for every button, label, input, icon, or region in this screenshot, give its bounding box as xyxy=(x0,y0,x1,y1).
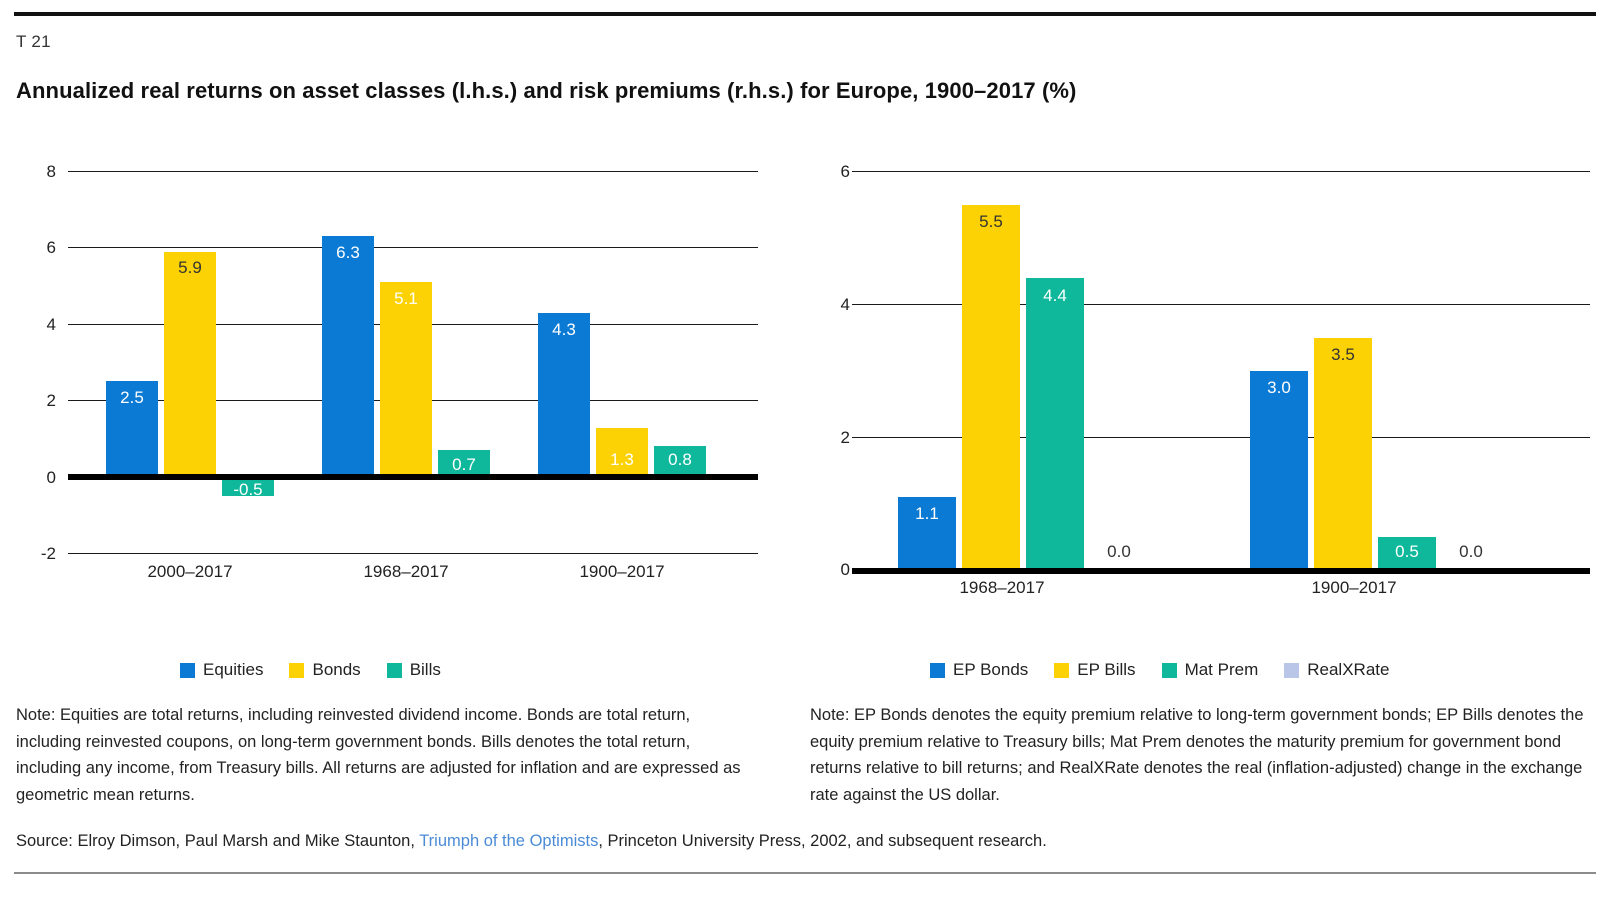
bar-bonds-2000-2017 xyxy=(164,252,216,477)
legend-item-ep-bills xyxy=(1054,660,1135,680)
bar-label-bonds-1968-2017: 5.1 xyxy=(394,289,418,308)
legend-swatch-bonds-icon xyxy=(289,663,304,678)
page-title: Annualized real returns on asset classes (l.h.s.) and risk premiums (r.h.s.) for Europe, 1900–2017 (%) xyxy=(16,78,1077,103)
legend-item-bills xyxy=(387,660,441,680)
gridline-left-6 xyxy=(68,247,758,248)
bar-ep-bills-1968-2017 xyxy=(962,205,1020,570)
legend-item-realxrate xyxy=(1284,660,1389,680)
bar-label-ep-bonds-1968-2017: 1.1 xyxy=(915,504,939,523)
bar-label-bills-1968-2017: 0.7 xyxy=(452,455,476,474)
legend-label-equities: Equities xyxy=(203,660,264,679)
x-tick-right-1900-2017: 1900–2017 xyxy=(1311,578,1397,597)
bar-label-equities-2000-2017: 2.5 xyxy=(120,388,144,407)
y-tick-right-6: 6 xyxy=(840,162,850,181)
y-tick-right-4: 4 xyxy=(840,295,850,314)
note-right: Note: EP Bonds denotes the equity premium relative to long-term government bonds; EP Bills denotes the equity premium relative to Treasury bills; Mat Prem denotes the maturity premium for government bond returns relative to bill returns; and RealXRate denotes the real (inflation-adjusted) change in the exchange rate against the US dollar. xyxy=(810,706,1584,805)
y-tick-right-0: 0 xyxy=(840,560,850,579)
legend-item-mat-prem xyxy=(1162,660,1259,680)
bar-label-realxrate-1900-2017: 0.0 xyxy=(1459,542,1483,561)
legend-swatch-mat-prem-icon xyxy=(1162,663,1177,678)
bar-label-mat-prem-1900-2017: 0.5 xyxy=(1395,542,1419,561)
y-tick-right-2: 2 xyxy=(840,428,850,447)
legend-right xyxy=(930,660,1389,680)
legend-swatch-bills-icon xyxy=(387,663,402,678)
bar-label-mat-prem-1968-2017: 4.4 xyxy=(1043,286,1067,305)
legend-item-equities xyxy=(180,660,263,680)
x-tick-left-2000-2017: 2000–2017 xyxy=(147,562,233,581)
y-tick-left-8: 8 xyxy=(46,162,56,181)
legend-label-ep-bonds: EP Bonds xyxy=(953,660,1029,679)
y-tick-left-0: 0 xyxy=(46,468,56,487)
source-suffix: , Princeton University Press, 2002, and subsequent research. xyxy=(598,832,1047,850)
legend-swatch-ep-bonds-icon xyxy=(930,663,945,678)
x-tick-right-1968-2017: 1968–2017 xyxy=(959,578,1045,597)
y-tick-left-4: 4 xyxy=(46,315,56,334)
bar-label-ep-bills-1968-2017: 5.5 xyxy=(979,212,1003,231)
note-left: Note: Equities are total returns, including reinvested dividend income. Bonds are total return, including reinvested coupons, on long-term government bonds. Bills denotes the total return, including any income, from Treasury bills. All returns are adjusted for inflation and are expressed as geometric mean returns. xyxy=(16,706,741,805)
bar-label-bills-1900-2017: 0.8 xyxy=(668,450,692,469)
bar-equities-1968-2017 xyxy=(322,236,374,477)
source-line xyxy=(16,832,1047,851)
legend-left xyxy=(180,660,441,680)
x-tick-left-1900-2017: 1900–2017 xyxy=(579,562,665,581)
legend-label-ep-bills: EP Bills xyxy=(1077,660,1136,679)
legend-swatch-realxrate-icon xyxy=(1284,663,1299,678)
bar-label-equities-1968-2017: 6.3 xyxy=(336,243,360,262)
zero-axis-right xyxy=(852,568,1590,574)
legend-item-bonds xyxy=(289,660,360,680)
y-tick-left-2: 2 xyxy=(46,391,56,410)
bar-label-ep-bills-1900-2017: 3.5 xyxy=(1331,345,1355,364)
bar-label-bonds-2000-2017: 5.9 xyxy=(178,258,202,277)
bar-label-bills-2000-2017: -0.5 xyxy=(233,480,263,499)
y-tick-left-neg2: -2 xyxy=(40,544,56,563)
bar-ep-bonds-1900-2017 xyxy=(1250,371,1308,570)
legend-label-bonds: Bonds xyxy=(312,660,361,679)
source-prefix: Source: Elroy Dimson, Paul Marsh and Mike Staunton, xyxy=(16,832,420,850)
legend-item-ep-bonds xyxy=(930,660,1028,680)
source-link[interactable]: Triumph of the Optimists xyxy=(419,832,599,850)
legend-swatch-ep-bills-icon xyxy=(1054,663,1069,678)
chart-left xyxy=(16,150,776,650)
gridline-left-8 xyxy=(68,171,758,172)
figure-id: T 21 xyxy=(16,32,51,51)
bottom-divider xyxy=(14,872,1596,874)
y-tick-left-6: 6 xyxy=(46,238,56,257)
x-tick-left-1968-2017: 1968–2017 xyxy=(363,562,449,581)
gridline-left-neg2 xyxy=(68,553,758,554)
bar-label-ep-bonds-1900-2017: 3.0 xyxy=(1267,378,1291,397)
zero-axis-left xyxy=(68,474,758,480)
top-divider xyxy=(14,12,1596,16)
bar-ep-bills-1900-2017 xyxy=(1314,338,1372,570)
bar-label-equities-1900-2017: 4.3 xyxy=(552,320,576,339)
bar-label-realxrate-1968-2017: 0.0 xyxy=(1107,542,1131,561)
chart-right xyxy=(810,150,1590,650)
bar-label-bonds-1900-2017: 1.3 xyxy=(610,450,634,469)
bar-bonds-1968-2017 xyxy=(380,282,432,477)
gridline-right-6 xyxy=(852,171,1590,172)
legend-label-mat-prem: Mat Prem xyxy=(1184,660,1259,679)
legend-label-bills: Bills xyxy=(409,660,441,679)
legend-swatch-equities-icon xyxy=(180,663,195,678)
bar-mat-prem-1968-2017 xyxy=(1026,278,1084,570)
legend-label-realxrate: RealXRate xyxy=(1307,660,1390,679)
